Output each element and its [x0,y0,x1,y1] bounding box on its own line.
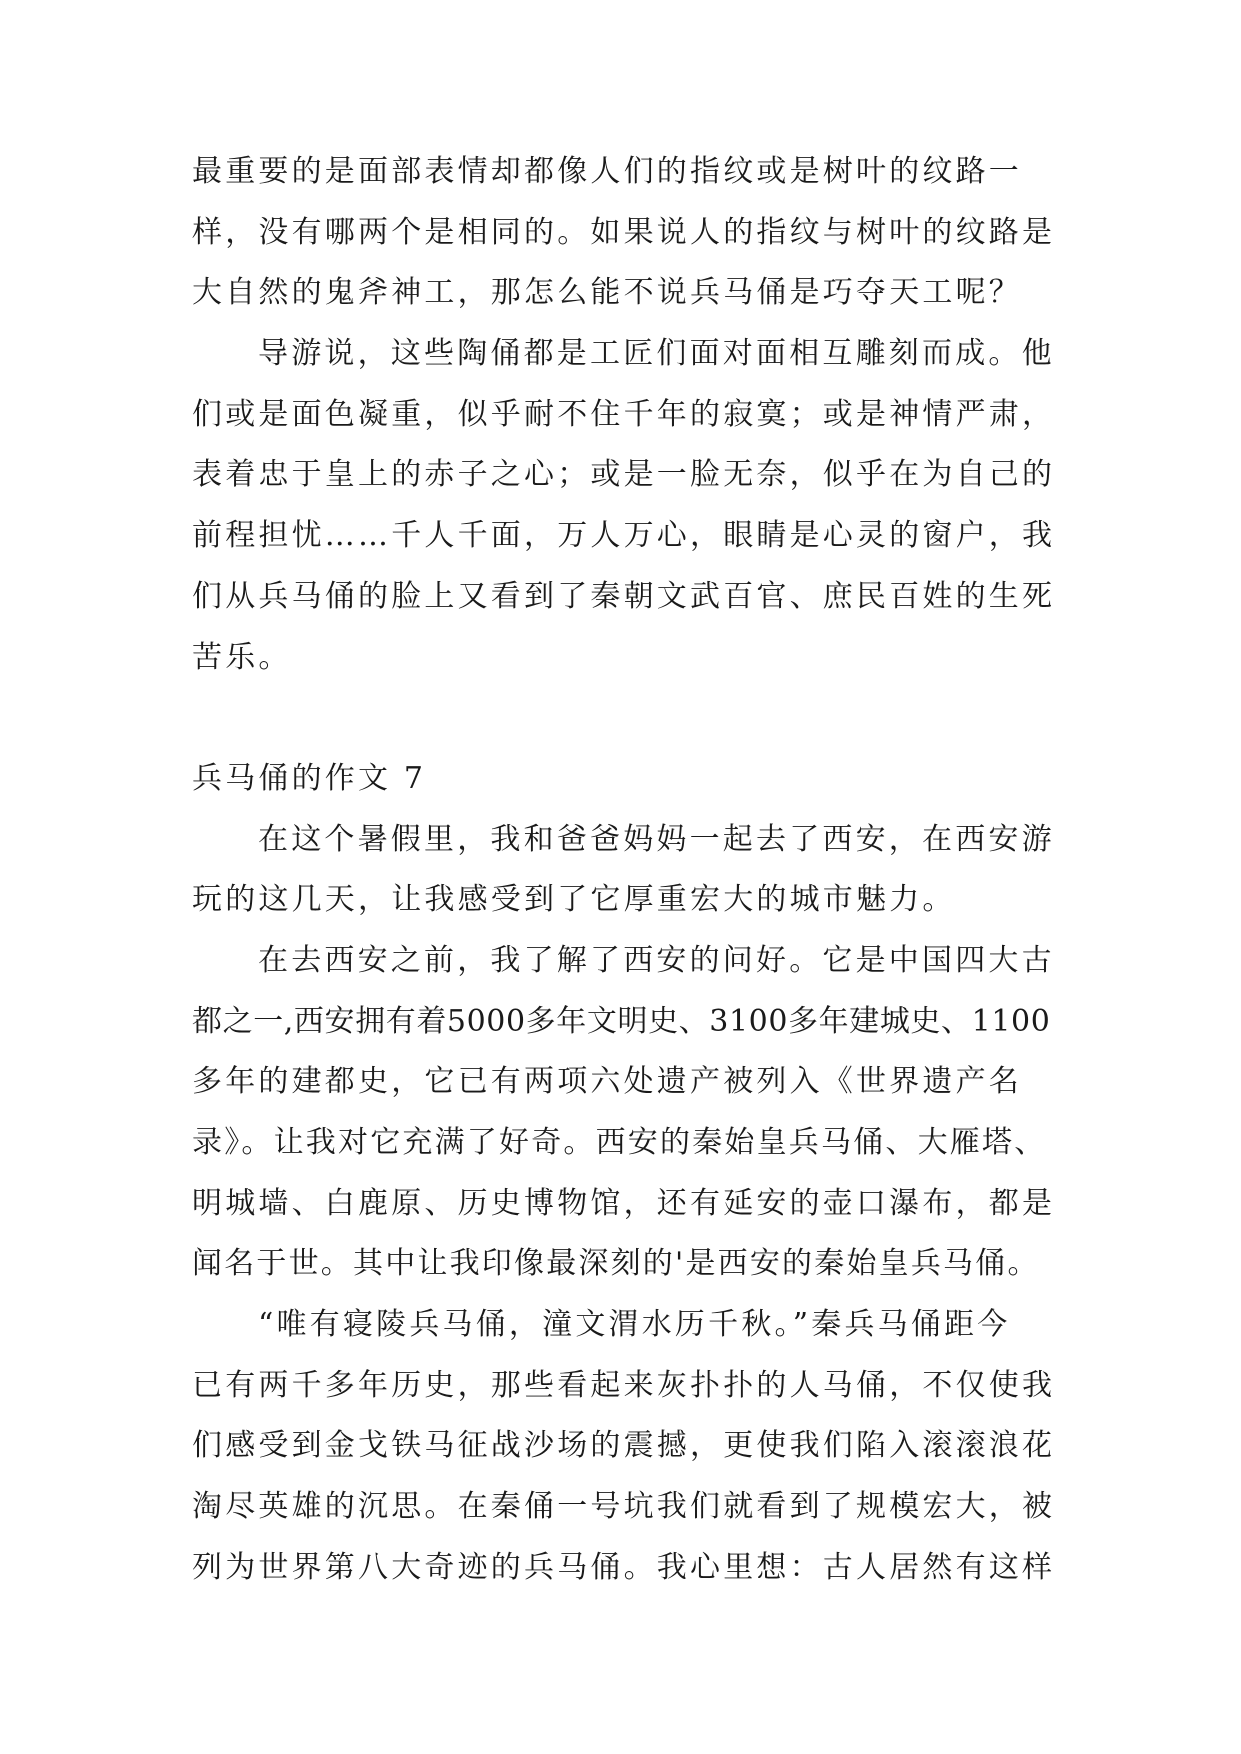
text-line: 玩的这几天，让我感受到了它厚重宏大的城市魅力。 [192,882,956,918]
text-line: 已有两千多年历史，那些看起来灰扑扑的人马俑，不仅使我 [192,1367,1056,1403]
text-line: 在这个暑假里，我和爸爸妈妈一起去了西安，在西安游 [258,821,1055,857]
paragraph-summer [192,810,1062,931]
text-line: 大自然的鬼斧神工，那怎么能不说兵马俑是巧夺天工呢？ [192,275,1022,311]
text-line: 最重要的是面部表情却都像人们的指纹或是树叶的纹路一 [192,154,1022,189]
text-line: 苦乐。 [192,639,292,675]
text-line: 列为世界第八大奇迹的兵马俑。我心里想：古人居然有这样 [192,1549,1056,1585]
text-line: 们从兵马俑的脸上又看到了秦朝文武百官、庶民百姓的生死 [192,578,1056,614]
paragraph-xian [192,931,1062,1295]
text-line: 都之一,西安拥有着5000多年文明史、3100多年建城史、1100 [192,1003,1051,1039]
text-line: 录》。让我对它充满了好奇。西安的秦始皇兵马俑、大雁塔、 [192,1125,1047,1160]
text-line: 前程担忧……千人千面，万人万心，眼睛是心灵的窗户，我 [192,518,1056,554]
blank-gap [192,688,1062,749]
document-page [192,142,1062,1599]
text-line: 导游说，这些陶俑都是工匠们面对面相互雕刻而成。他 [258,336,1055,372]
paragraph-guide [192,324,1062,688]
paragraph-continued [192,142,1062,324]
text-line: 明城墙、白鹿原、历史博物馆，还有延安的壶口瀑布，都是 [192,1185,1056,1221]
section-title: 兵马俑的作文 7 [192,760,427,796]
text-line: 淘尽英雄的沉思。在秦俑一号坑我们就看到了规模宏大，被 [192,1489,1056,1525]
text-line: 表着忠于皇上的赤子之心；或是一脸无奈，似乎在为自己的 [192,457,1056,493]
text-line: 多年的建都史，它已有两项六处遗产被列入《世界遗产名 [192,1064,1022,1100]
text-line: “唯有寝陵兵马俑，潼文渭水历千秋。”秦兵马俑距今 [258,1307,1011,1343]
text-line: 闻名于世。其中让我印像最深刻的'是西安的秦始皇兵马俑。 [192,1246,1040,1282]
text-line: 在去西安之前，我了解了西安的问好。它是中国四大古 [258,942,1055,978]
text-line: 们或是面色凝重，似乎耐不住千年的寂寞；或是神情严肃， [192,396,1056,432]
text-line: 样，没有哪两个是相同的。如果说人的指纹与树叶的纹路是 [192,214,1056,250]
paragraph-terracotta [192,1295,1062,1598]
text-line: 们感受到金戈铁马征战沙场的震撼，更使我们陷入滚滚浪花 [192,1428,1056,1464]
